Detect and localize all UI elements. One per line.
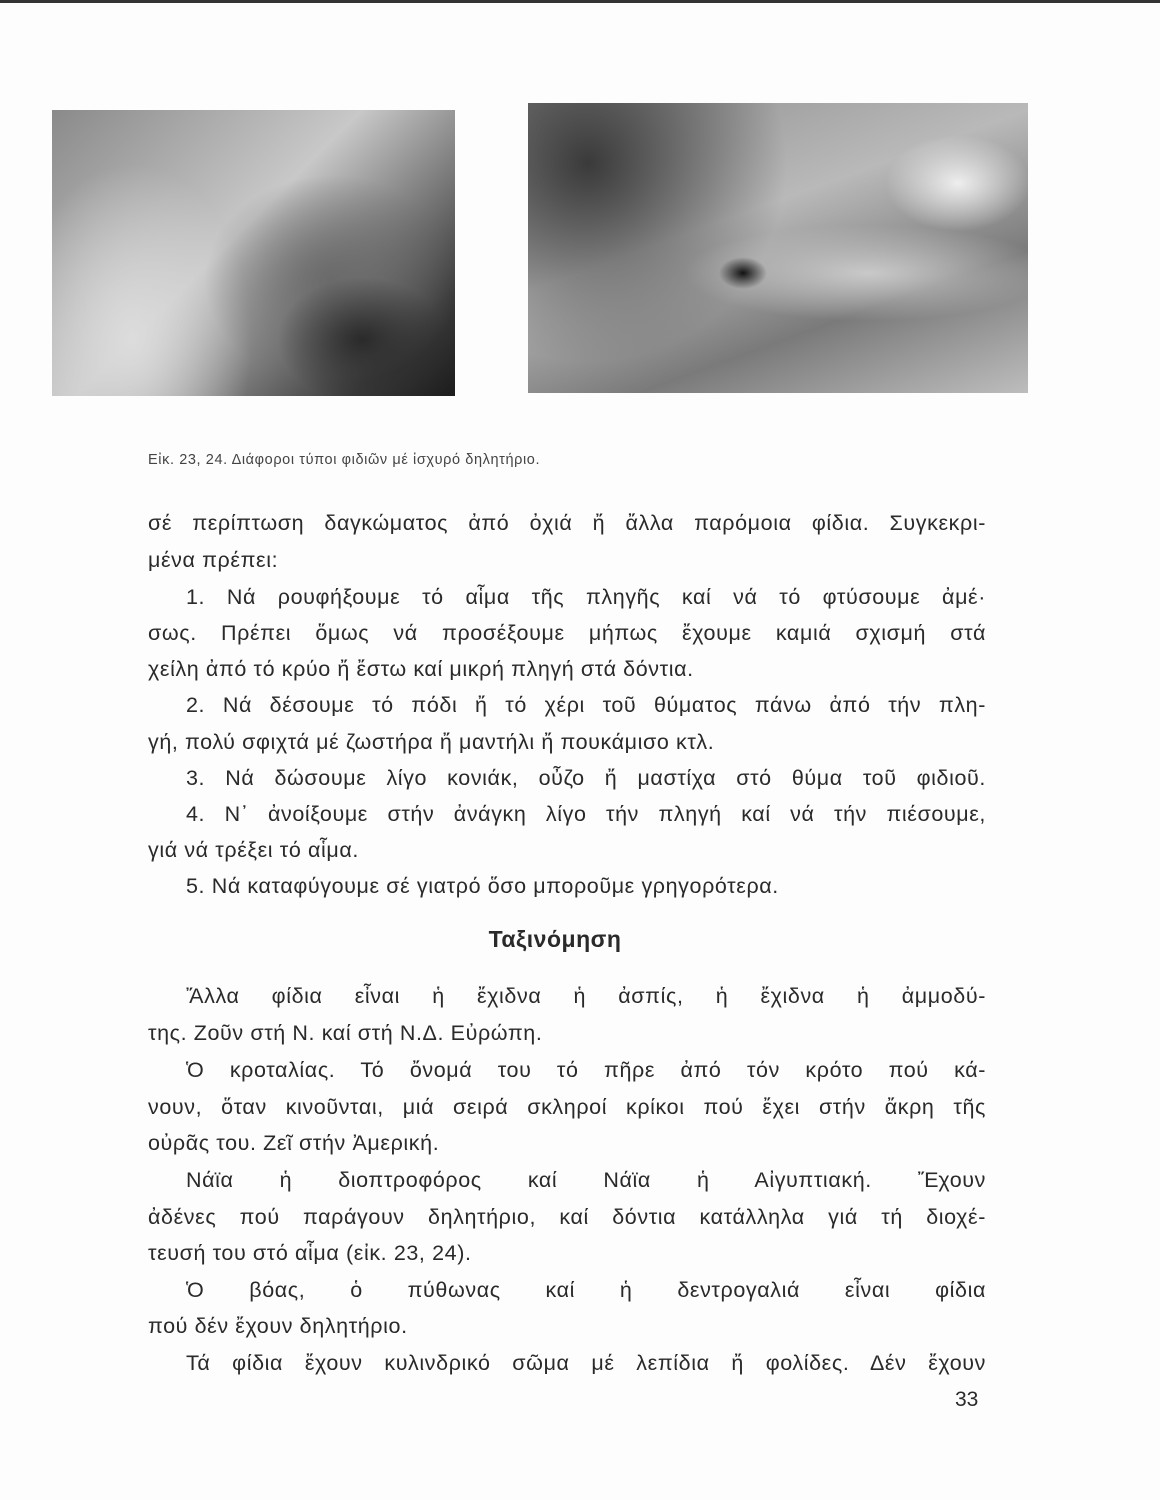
body-line: γιά νά τρέξει τό αἷμα.: [148, 838, 359, 862]
body-line: ἀδένες πού παράγουν δηλητήριο, καί δόντια κατάλληλα γιά τή διοχέ-: [148, 1205, 986, 1229]
body-line: οὐρᾶς του. Ζεῖ στήν Ἀμερική.: [148, 1131, 440, 1155]
figure-caption: Εἰκ. 23, 24. Διάφοροι τύποι φιδιῶν μέ ἰσχυρό δηλητήριο.: [148, 452, 541, 468]
body-line: Νάϊα ἡ διοπτροφόρος καί Νάϊα ἡ Αἰγυπτιακή. Ἔχουν: [186, 1168, 986, 1192]
body-line: γή, πολύ σφιχτά μέ ζωστήρα ἤ μαντήλι ἤ πουκάμισο κτλ.: [148, 730, 715, 754]
body-line: Ὁ βόας, ὁ πύθωνας καί ἡ δεντρογαλιά εἶναι φίδια: [186, 1278, 986, 1302]
body-line: Ὁ κροταλίας. Τό ὄνομά του τό πῆρε ἀπό τόν κρότο πού κά-: [186, 1058, 986, 1082]
list-item-5: 5. Νά καταφύγουμε σέ γιατρό ὅσο μποροῦμε γρηγορότερα.: [186, 874, 779, 898]
list-item-1: 1. Νά ρουφήξουμε τό αἷμα τῆς πληγῆς καί νά τό φτύσουμε ἀμέ·: [186, 585, 986, 609]
body-line: χείλη ἀπό τό κρύο ἤ ἔστω καί μικρή πληγή στά δόντια.: [148, 657, 694, 681]
scan-edge: [0, 0, 1160, 3]
body-line: σέ περίπτωση δαγκώματος ἀπό ὀχιά ἤ ἄλλα παρόμοια φίδια. Συγκεκρι-: [148, 511, 986, 535]
body-line: Τά φίδια ἔχουν κυλινδρικό σῶμα μέ λεπίδια ἤ φολίδες. Δέν ἔχουν: [186, 1351, 986, 1375]
body-line: της. Ζοῦν στή Ν. καί στή Ν.Δ. Εὐρώπη.: [148, 1021, 543, 1045]
list-item-4: 4. Ν᾽ ἀνοίξουμε στήν ἀνάγκη λίγο τήν πληγή καί νά τήν πιέσουμε,: [186, 802, 986, 826]
body-line: Ἄλλα φίδια εἶναι ἡ ἔχιδνα ἡ ἀσπίς, ἡ ἔχιδνα ἡ ἀμμοδύ-: [186, 984, 986, 1008]
section-heading: Ταξινόμηση: [488, 926, 622, 952]
body-line: σως. Πρέπει ὅμως νά προσέξουμε μήπως ἔχουμε καμιά σχισμή στά: [148, 621, 986, 645]
body-line: νουν, ὅταν κινοῦνται, μιά σειρά σκληροί κρίκοι πού ἔχει στήν ἄκρη τῆς: [148, 1095, 986, 1119]
photo-snake-head-tongue: [528, 103, 1028, 393]
photo-snake-held-in-hand: [52, 110, 455, 396]
list-item-3: 3. Νά δώσουμε λίγο κονιάκ, οὖζο ἤ μαστίχα στό θύμα τοῦ φιδιοῦ.: [186, 766, 986, 790]
body-line: τευσή του στό αἷμα (εἰκ. 23, 24).: [148, 1241, 472, 1265]
body-line: πού δέν ἔχουν δηλητήριο.: [148, 1314, 408, 1338]
page-number: 33: [955, 1388, 979, 1411]
list-item-2: 2. Νά δέσουμε τό πόδι ἤ τό χέρι τοῦ θύματος πάνω ἀπό τήν πλη-: [186, 693, 986, 717]
body-line: μένα πρέπει:: [148, 548, 279, 572]
